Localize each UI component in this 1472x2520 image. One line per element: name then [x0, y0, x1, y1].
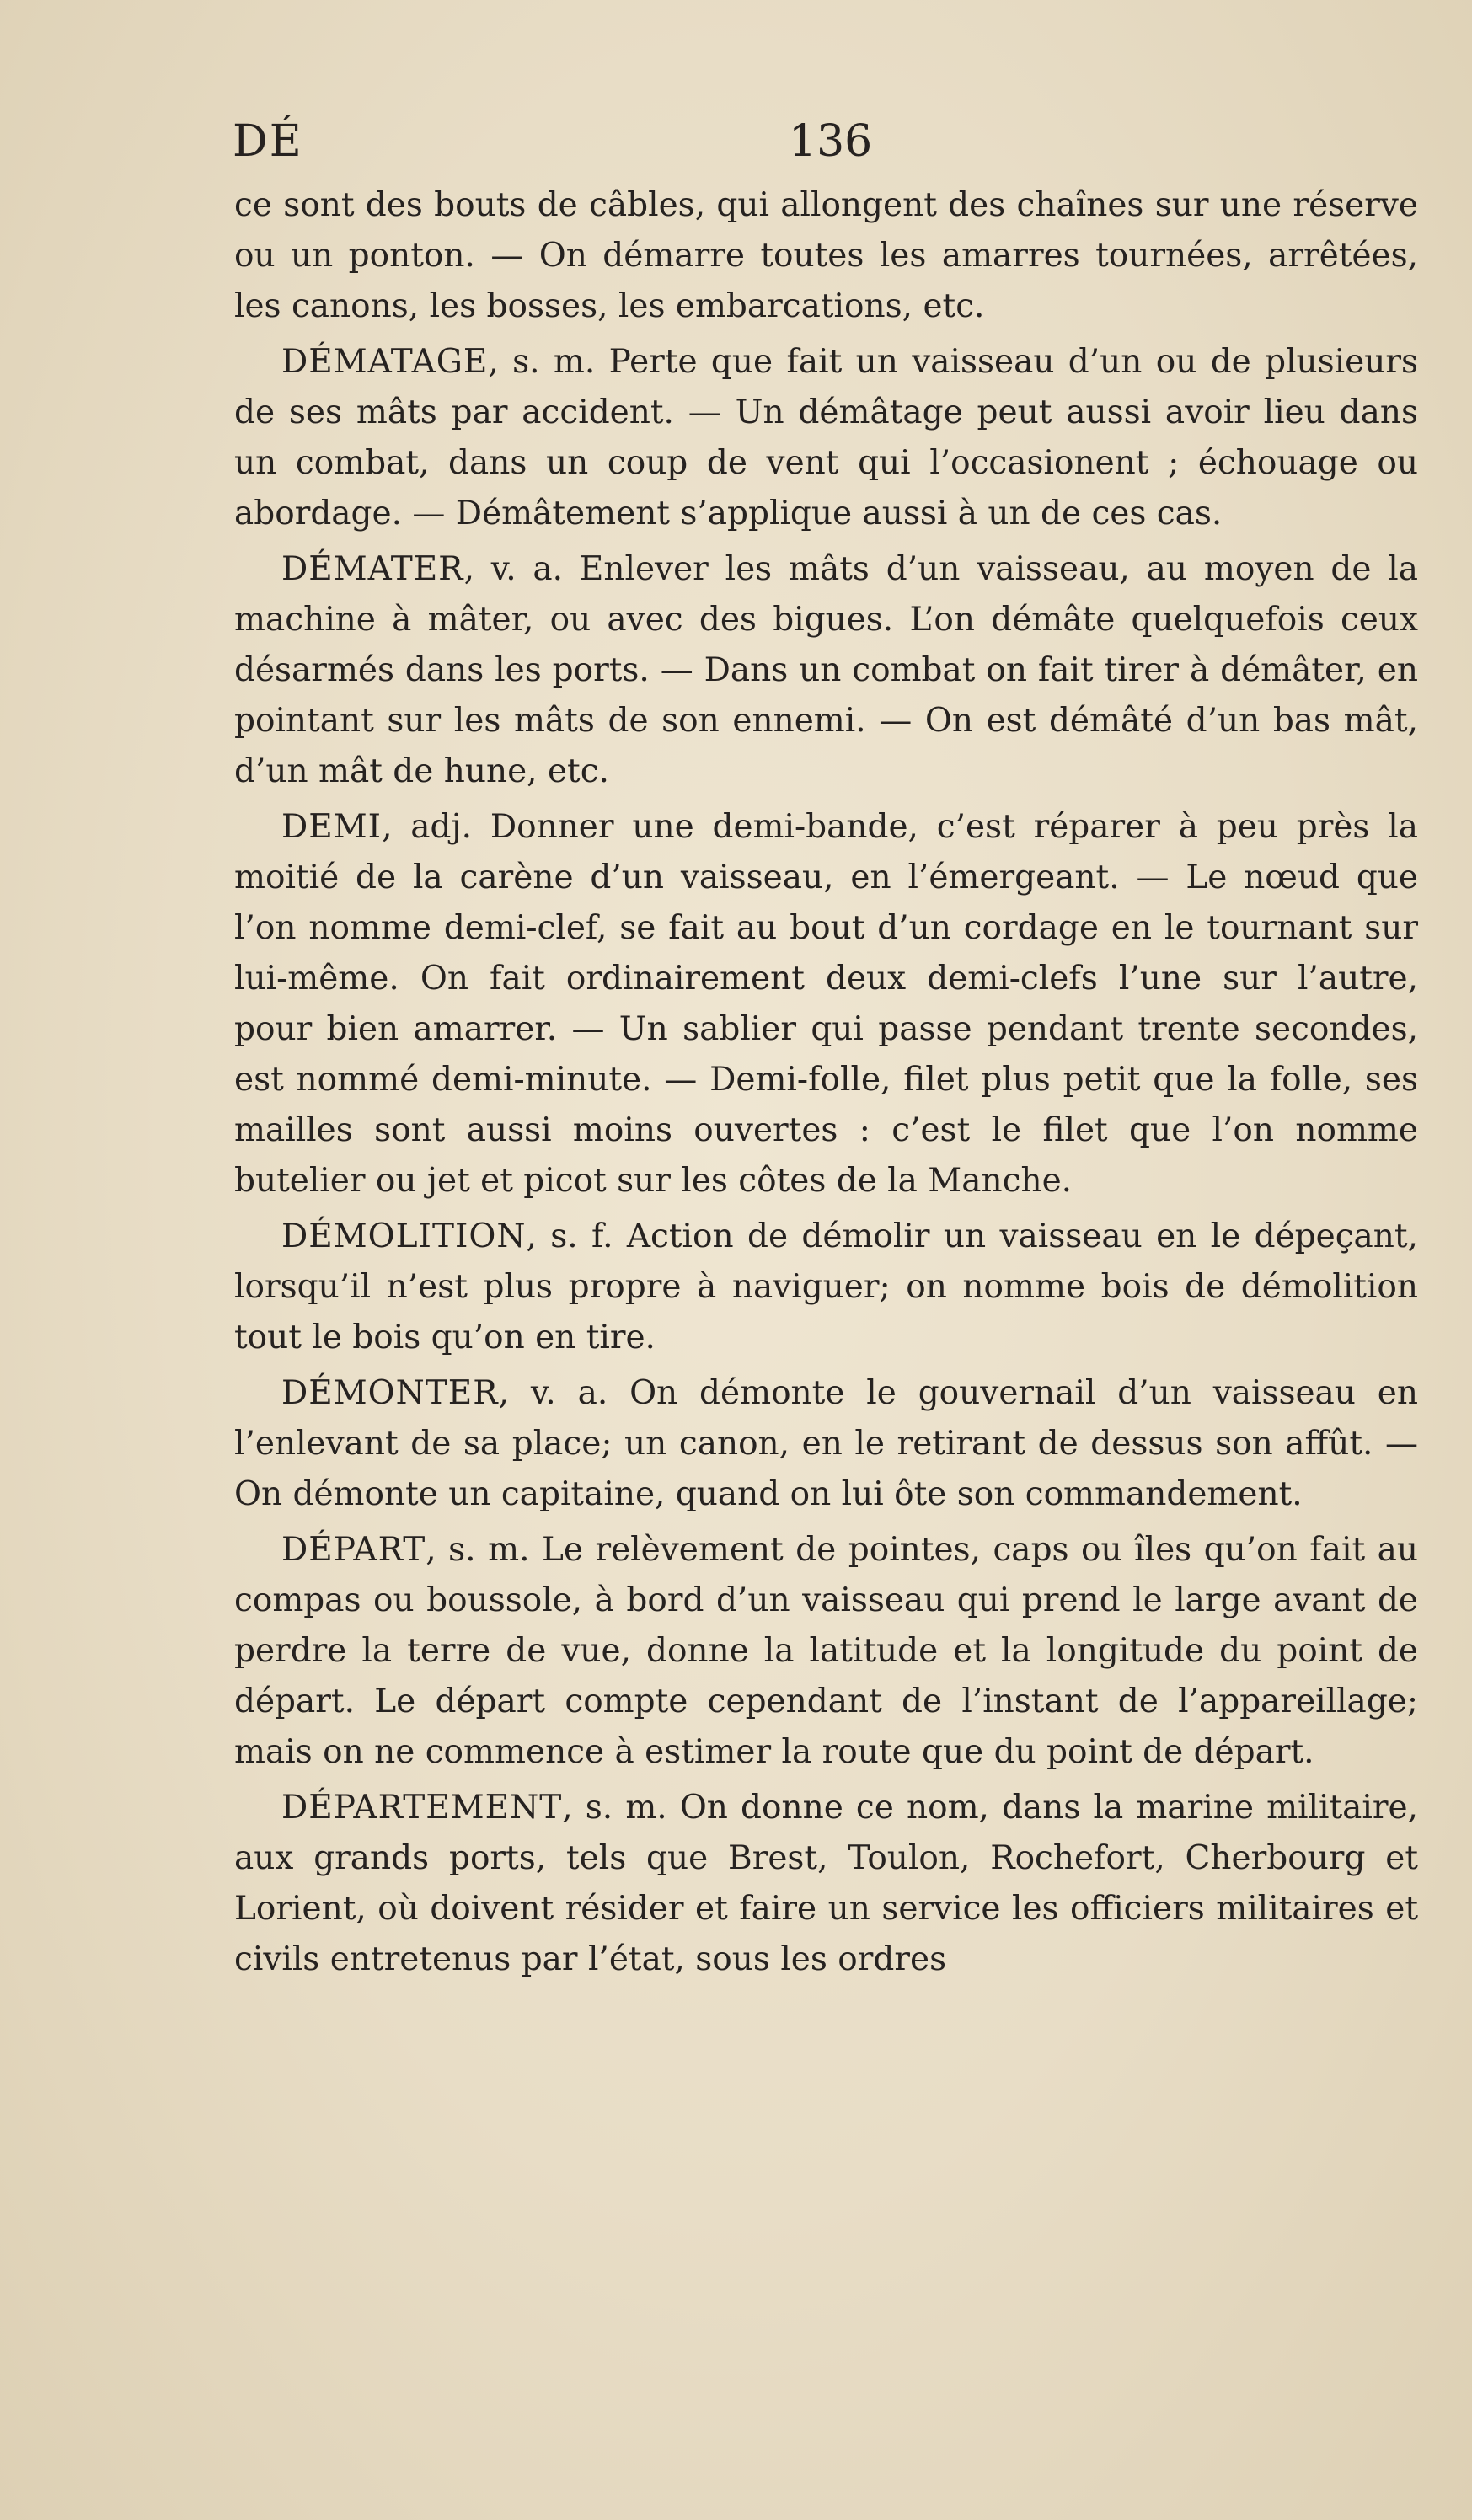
entry-headword: DÉMATER — [281, 550, 464, 588]
entry-headword: DÉMONTER — [281, 1374, 499, 1412]
entry-text: , v. a. Enlever les mâts d’un vaisseau, au moyen de la machine à mâter, ou avec des bigues. L’on démâte quelquefois ceux désarmés dans les ports. — Dans un combat on fait tirer à démâter, en pointant sur les mâts de son ennemi. — On est démâté d’un bas mât, d’un mât de hune, etc. — [234, 550, 1418, 790]
entry-demater — [234, 544, 1418, 797]
entry-headword: DÉPARTEMENT — [281, 1789, 563, 1827]
entry-headword: DÉMOLITION — [281, 1217, 527, 1255]
entry-text: , v. a. On démonte le gouvernail d’un vaisseau en l’enlevant de sa place; un canon, en le retirant de dessus son affût. — On démonte un capitaine, quand on lui ôte son commandement. — [234, 1374, 1418, 1513]
entry-text: , s. m. Perte que fait un vaisseau d’un ou de plusieurs de ses mâts par accident. — Un démâtage peut aussi avoir lieu dans un combat, dans un coup de vent qui l’occasionent ; échouage ou abordage. — Démâtement s’applique aussi à un de ces cas. — [234, 343, 1418, 532]
entry-dematage — [234, 337, 1418, 539]
entry-demolition — [234, 1212, 1418, 1363]
running-head: DÉ — [233, 116, 303, 167]
entry-demi — [234, 802, 1418, 1206]
entry-headword: DÉMATAGE — [281, 343, 489, 381]
page-number: 136 — [789, 116, 873, 167]
entry-text: , s. m. On donne ce nom, dans la marine militaire, aux grands ports, tels que Brest, Toulon, Rochefort, Cherbourg et Lorient, où doivent résider et faire un service les officiers militaires et civils entretenus par l’état, sous les ordres — [234, 1789, 1418, 1978]
entry-headword: DEMI — [281, 808, 383, 846]
entry-text: , s. m. Le relèvement de pointes, caps ou îles qu’on fait au compas ou boussole, à bord d’un vaisseau qui prend le large avant de perdre la terre de vue, donne la latitude et la longitude du point de départ. Le départ compte cependant de l’instant de l’appareillage; mais on ne commence à estimer la route que du point de départ. — [234, 1531, 1418, 1771]
entry-headword: DÉPART — [281, 1531, 426, 1569]
entry-text: , adj. Donner une demi-bande, c’est réparer à peu près la moitié de la carène d’un vaisseau, en l’émergeant. — Le nœud que l’on nomme demi-clef, se fait au bout d’un cordage en le tournant sur lui-même. On fait ordinairement deux demi-clefs l’une sur l’autre, pour bien amarrer. — Un sablier qui passe pendant trente secondes, est nommé demi-minute. — Demi-folle, filet plus petit que la folle, ses mailles sont aussi moins ouvertes : c’est le filet que l’on nomme butelier ou jet et picot sur les côtes de la Manche. — [234, 808, 1418, 1200]
entry-depart — [234, 1525, 1418, 1778]
entry-departement — [234, 1783, 1418, 1985]
paragraph-text: ce sont des bouts de câbles, qui allongent des chaînes sur une réserve ou un ponton. — On démarre toutes les amarres tournées, arrêtées, les canons, les bosses, les embarcations, etc. — [234, 186, 1418, 325]
entry-demonter — [234, 1368, 1418, 1520]
entry-text: , s. f. Action de démolir un vaisseau en le dépeçant, lorsqu’il n’est plus propre à naviguer; on nomme bois de démolition tout le bois qu’on en tire. — [234, 1217, 1418, 1356]
page-header — [233, 108, 873, 175]
paragraph-continuation — [234, 180, 1418, 332]
page-body — [234, 180, 1418, 1990]
